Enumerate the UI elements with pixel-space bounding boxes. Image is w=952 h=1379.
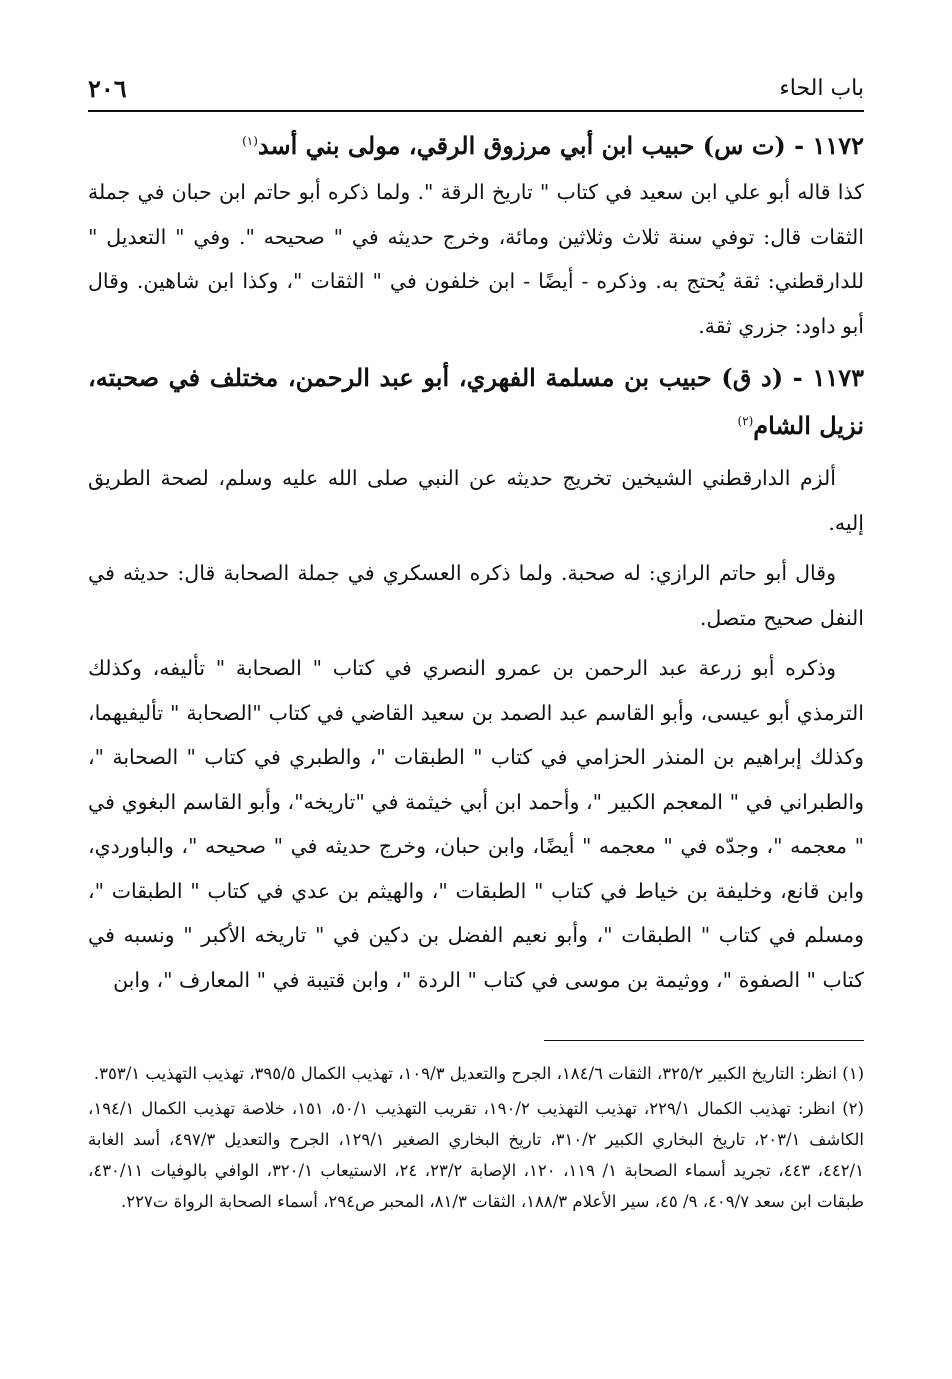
entry-title-text: ١١٧٣ - (د ق) حبيب بن مسلمة الفهري، أبو عبد الرحمن، مختلف في صحبته، نزيل الشام	[88, 363, 864, 440]
footnotes	[88, 1058, 864, 1221]
footnote-ref-2[interactable]: (٢)	[737, 414, 754, 428]
entry-title-text: ١١٧٢ - (ت س) حبيب ابن أبي مرزوق الرقي، مولى بني أسد	[257, 131, 864, 160]
chapter-title: باب الحاء	[779, 75, 864, 101]
entry-paragraph: كذا قاله أبو علي ابن سعيد في كتاب " تاريخ الرقة ". ولما ذكره أبو حاتم ابن حبان في جملة الثقات قال: توفي سنة ثلاث وثلاثين ومائة، وخرج حديثه في " صحيحه ". وفي " التعديل " للدارقطني: ثقة يُحتج به. وذكره - أيضًا - ابن خلفون في " الثقات "، وكذا ابن شاهين. وقال أبو داود: جزري ثقة.	[88, 180, 864, 338]
entry-paragraph: وقال أبو حاتم الرازي: له صحبة. ولما ذكره العسكري في جملة الصحابة قال: حديثه في النفل صحيح متصل.	[88, 561, 864, 630]
footnote-ref-1[interactable]: (١)	[242, 134, 258, 148]
entry-title-1172	[88, 122, 864, 170]
entry-paragraph: ألزم الدارقطني الشيخين تخريج حديثه عن النبي صلى الله عليه وسلم، لصحة الطريق إليه.	[88, 466, 864, 535]
footnote-divider	[544, 1040, 864, 1041]
page-number: ٢٠٦	[88, 73, 127, 103]
entry-paragraph: وذكره أبو زرعة عبد الرحمن بن عمرو النصري في كتاب " الصحابة " تأليفه، وكذلك الترمذي أبو عيسى، وأبو القاسم عبد الصمد بن سعيد القاضي في كتاب "الصحابة " تأليفيهما، وكذلك إبراهيم بن المنذر الحزامي في كتاب " الطبقات "، والطبري في كتاب " الصحابة "، والطبراني في " المعجم الكبير "، وأحمد ابن أبي خيثمة في "تاريخه"، وأبو القاسم البغوي في " معجمه "، وجدّه في " معجمه " أيضًا، وابن حبان، وخرج حديثه في " صحيحه "، والباوردي، وابن قانع، وخليفة بن خياط في كتاب " الطبقات "، والهيثم بن عدي في كتاب " الطبقات "، ومسلم في كتاب " الطبقات "، وأبو نعيم الفضل بن دكين في " تاريخه الأكبر " ونسبه في كتاب " الصفوة "، ووثيمة بن موسى في كتاب " الردة "، وابن قتيبة في " المعارف "، وابن	[88, 656, 864, 992]
entry-title-1173	[88, 354, 864, 450]
footnote-2: (٢) انظر: تهذيب الكمال ٢٢٩/١، تهذيب التهذيب ١٩٠/٢، تقريب التهذيب ٥٠/١، ١٥١، خلاصة تهذيب الكمال ١٩٤/١، الكاشف ٢٠٣/١، تاريخ البخاري الكبير ٣١٠/٢، تاريخ البخاري الصغير ١٢٩/١، الجرح والتعديل ٤٩٧/٣، أسد الغابة ٤٤٢/١، ٤٤٣، تجريد أسماء الصحابة ١/ ١١٩، ١٢٠، الإصابة ٢٣/٢، ٢٤، الاستيعاب ٣٢٠/١، الوافي بالوفيات ٤٣٠/١١، طبقات ابن سعد ٤٠٩/٧، ٩/ ٤٥، سير الأعلام ١٨٨/٣، الثقات ٨١/٣، المحبر ص٢٩٤، أسماء الصحابة الرواة ت٢٢٧.	[88, 1099, 864, 1211]
footnote-1: (١) انظر: التاريخ الكبير ٣٢٥/٢، الثقات ١٨٤/٦، الجرح والتعديل ١٠٩/٣، تهذيب الكمال ٣٩٥/٥، تهذيب التهذيب ٣٥٣/١.	[93, 1064, 864, 1083]
page-header	[88, 66, 864, 112]
main-text	[88, 118, 864, 1002]
